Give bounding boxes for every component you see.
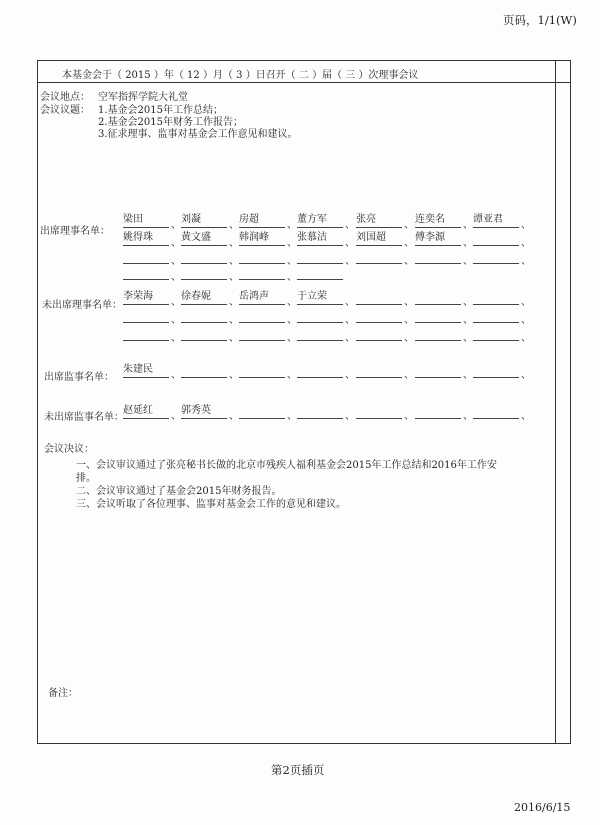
attending-supervisor-blank-line xyxy=(181,364,227,378)
separator-comma: 、 xyxy=(463,333,473,344)
meeting-term: 二 xyxy=(298,70,309,81)
remarks-label: 备注： xyxy=(48,688,78,699)
header-divider xyxy=(37,82,571,83)
separator-comma: 、 xyxy=(404,315,414,326)
absent-director-blank-line xyxy=(356,309,402,323)
separator-comma: 、 xyxy=(404,411,414,422)
separator-comma: 、 xyxy=(171,220,181,231)
absent-supervisor-blank-line xyxy=(356,405,402,419)
separator-comma: 、 xyxy=(463,297,473,308)
attending-supervisor-blank-line xyxy=(297,364,343,378)
separator-comma: 、 xyxy=(404,238,414,249)
attending-director-name: 谭亚君 xyxy=(473,214,519,228)
attending-director-name: 张慕洁 xyxy=(297,232,343,246)
absent-director-name: 岳鸿声 xyxy=(239,291,285,305)
separator-comma: 、 xyxy=(171,411,181,422)
separator-comma: 、 xyxy=(404,220,414,231)
separator-comma: 、 xyxy=(171,297,181,308)
absent-director-blank-line xyxy=(297,327,343,341)
absent-director-blank-line xyxy=(473,309,519,323)
separator-comma: 、 xyxy=(229,238,239,249)
agenda-label: 会议议题： xyxy=(40,105,90,116)
attending-director-name: 张亮 xyxy=(356,214,402,228)
absent-director-name: 于立荣 xyxy=(297,291,343,305)
separator-comma: 、 xyxy=(287,238,297,249)
attending-supervisor-blank-line xyxy=(415,364,461,378)
meeting-year: 2015 xyxy=(125,70,151,81)
separator-comma: 、 xyxy=(287,256,297,267)
absent-director-name: 徐春妮 xyxy=(181,291,227,305)
separator-comma: 、 xyxy=(287,297,297,308)
meeting-session: 三 xyxy=(345,70,356,81)
attending-director-blank-line xyxy=(297,266,343,280)
absent-director-blank-line xyxy=(123,309,169,323)
separator-comma: 、 xyxy=(229,333,239,344)
separator-comma: 、 xyxy=(171,370,181,381)
attending-director-name: 董方军 xyxy=(297,214,343,228)
absent-director-blank-line xyxy=(181,309,227,323)
separator-comma: 、 xyxy=(345,315,355,326)
absent-director-name: 李荣海 xyxy=(123,291,169,305)
attending-supervisor-name: 朱建民 xyxy=(123,364,169,378)
meeting-session-suffix: ）次理事会议 xyxy=(358,70,419,81)
separator-comma: 、 xyxy=(345,370,355,381)
agenda-item-1: 1.基金会2015年工作总结； xyxy=(98,105,223,116)
page-number-header: 页码，1/1(W) xyxy=(503,13,577,27)
separator-comma: 、 xyxy=(287,315,297,326)
attending-director-blank-line xyxy=(356,250,402,264)
separator-comma: 、 xyxy=(171,256,181,267)
meeting-day-suffix: ）日召开（ xyxy=(245,70,296,81)
resolution-item-1-cont: 排。 xyxy=(76,473,96,484)
separator-comma: 、 xyxy=(229,411,239,422)
separator-comma: 、 xyxy=(229,315,239,326)
separator-comma: 、 xyxy=(463,256,473,267)
attending-supervisors-label: 出席监事名单： xyxy=(44,372,114,383)
attending-director-blank-line xyxy=(239,250,285,264)
separator-comma: 、 xyxy=(287,411,297,422)
absent-director-blank-line xyxy=(415,309,461,323)
attending-director-name: 梁田 xyxy=(123,214,169,228)
absent-supervisor-name: 郭秀英 xyxy=(181,405,227,419)
separator-comma: 、 xyxy=(287,370,297,381)
separator-comma: 、 xyxy=(404,256,414,267)
separator-comma: 、 xyxy=(404,370,414,381)
separator-comma: 、 xyxy=(463,411,473,422)
separator-comma: 、 xyxy=(229,297,239,308)
resolution-item-1: 一、会议审议通过了张亮秘书长做的北京市残疾人福利基金会2015年工作总结和2016年工作安 xyxy=(76,460,497,471)
separator-comma: 、 xyxy=(521,238,531,249)
absent-director-blank-line xyxy=(356,291,402,305)
attending-director-name: 傅李源 xyxy=(415,232,461,246)
agenda-item-3: 3.征求理事、监事对基金会工作意见和建议。 xyxy=(98,129,298,140)
attending-director-blank-line xyxy=(473,250,519,264)
right-margin-line xyxy=(555,60,556,744)
meeting-month: 12 xyxy=(187,70,200,81)
separator-comma: 、 xyxy=(463,238,473,249)
separator-comma: 、 xyxy=(229,256,239,267)
separator-comma: 、 xyxy=(171,333,181,344)
attending-director-blank-line xyxy=(181,266,227,280)
separator-comma: 、 xyxy=(463,370,473,381)
separator-comma: 、 xyxy=(287,220,297,231)
page-insert-label: 第2页插页 xyxy=(271,763,325,777)
separator-comma: 、 xyxy=(521,333,531,344)
attending-director-blank-line xyxy=(123,250,169,264)
separator-comma: 、 xyxy=(229,370,239,381)
attending-director-blank-line xyxy=(473,232,519,246)
agenda-item-2: 2.基金会2015年财务工作报告； xyxy=(98,117,243,128)
absent-director-blank-line xyxy=(181,327,227,341)
attending-director-name: 刘凝 xyxy=(181,214,227,228)
absent-supervisor-blank-line xyxy=(415,405,461,419)
attending-director-name: 连奕名 xyxy=(415,214,461,228)
absent-director-blank-line xyxy=(415,291,461,305)
attending-director-blank-line xyxy=(123,266,169,280)
separator-comma: 、 xyxy=(521,370,531,381)
meeting-prefix: 本基金会于（ xyxy=(62,70,122,81)
separator-comma: 、 xyxy=(521,315,531,326)
absent-director-blank-line xyxy=(473,291,519,305)
attending-supervisor-blank-line xyxy=(356,364,402,378)
absent-director-blank-line xyxy=(356,327,402,341)
separator-comma: 、 xyxy=(404,297,414,308)
attending-director-name: 刘国超 xyxy=(356,232,402,246)
attending-director-name: 房超 xyxy=(239,214,285,228)
meeting-month-suffix: ）月（ xyxy=(202,70,233,81)
location-label: 会议地点： xyxy=(40,92,90,103)
location-value: 空军指挥学院大礼堂 xyxy=(98,92,188,103)
absent-director-blank-line xyxy=(239,327,285,341)
meeting-day: 3 xyxy=(236,70,243,81)
separator-comma: 、 xyxy=(171,272,181,283)
separator-comma: 、 xyxy=(521,256,531,267)
absent-supervisors-label: 未出席监事名单： xyxy=(44,412,124,423)
separator-comma: 、 xyxy=(345,333,355,344)
resolution-item-2: 二、会议审议通过了基金会2015年财务报告。 xyxy=(76,486,282,497)
separator-comma: 、 xyxy=(229,220,239,231)
attending-director-name: 黄文盛 xyxy=(181,232,227,246)
absent-supervisor-blank-line xyxy=(239,405,285,419)
absent-director-blank-line xyxy=(239,309,285,323)
attending-supervisor-blank-line xyxy=(239,364,285,378)
meeting-term-suffix: ）届（ xyxy=(312,70,343,81)
separator-comma: 、 xyxy=(229,272,239,283)
resolution-item-3: 三、会议听取了各位理事、监事对基金会工作的意见和建议。 xyxy=(76,499,346,510)
separator-comma: 、 xyxy=(463,315,473,326)
separator-comma: 、 xyxy=(463,220,473,231)
separator-comma: 、 xyxy=(287,272,297,283)
separator-comma: 、 xyxy=(521,220,531,231)
separator-comma: 、 xyxy=(345,297,355,308)
print-date: 2016/6/15 xyxy=(514,801,571,814)
meeting-year-suffix: ）年（ xyxy=(153,70,184,81)
separator-comma: 、 xyxy=(404,333,414,344)
attending-director-blank-line xyxy=(297,250,343,264)
separator-comma: 、 xyxy=(345,411,355,422)
attending-directors-label: 出席理事名单： xyxy=(40,226,110,237)
attending-supervisor-blank-line xyxy=(473,364,519,378)
separator-comma: 、 xyxy=(521,297,531,308)
separator-comma: 、 xyxy=(287,333,297,344)
separator-comma: 、 xyxy=(345,256,355,267)
attending-director-blank-line xyxy=(415,250,461,264)
absent-supervisor-name: 赵延红 xyxy=(123,405,169,419)
separator-comma: 、 xyxy=(345,220,355,231)
attending-director-name: 韩润峰 xyxy=(239,232,285,246)
absent-supervisor-blank-line xyxy=(297,405,343,419)
separator-comma: 、 xyxy=(521,411,531,422)
attending-director-blank-line xyxy=(181,250,227,264)
absent-supervisor-blank-line xyxy=(473,405,519,419)
absent-director-blank-line xyxy=(473,327,519,341)
form-frame xyxy=(37,60,571,744)
absent-director-blank-line xyxy=(297,309,343,323)
absent-director-blank-line xyxy=(415,327,461,341)
resolution-label: 会议决议： xyxy=(44,444,94,455)
attending-director-name: 姚得珠 xyxy=(123,232,169,246)
attending-director-blank-line xyxy=(239,266,285,280)
meeting-line xyxy=(62,66,418,81)
separator-comma: 、 xyxy=(171,238,181,249)
separator-comma: 、 xyxy=(171,315,181,326)
separator-comma: 、 xyxy=(345,238,355,249)
absent-directors-label: 未出席理事名单： xyxy=(42,300,122,311)
absent-director-blank-line xyxy=(123,327,169,341)
